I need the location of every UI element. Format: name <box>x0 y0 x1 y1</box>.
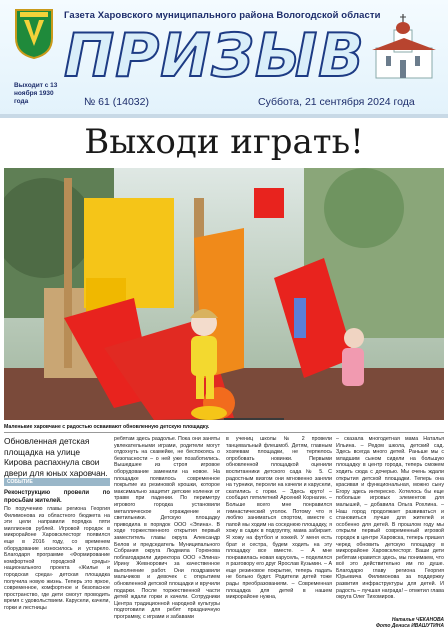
issue-number: № 61 (14032) <box>84 96 149 108</box>
masthead <box>0 0 448 118</box>
caption-divider <box>4 432 444 433</box>
article-byline <box>336 617 444 629</box>
newspaper-title: ПРИЗЫВ <box>64 21 365 91</box>
article-column-1: По поручению главы региона Георгия Филимонова из областного бюджета на эти цели направили порядка пяти миллионов рублей. Игровой городок в микрорайоне Харовсклесторг появился еще в 2016 году, со временем оборудование износилось и устарело. Благодаря программе «Формирование комфортной городской среды» национального проекта «Жилье и городская среда» детская площадка получила новую жизнь. Теперь это яркое, современное, комфортное и безопасное пространство, где дети смогут проводить время с удовольствием. Карусели, качели, горки и лестницы <box>4 506 110 611</box>
author-name: Наталья ЧЕКАНОВА <box>391 617 444 623</box>
issue-date: Суббота, 21 сентября 2024 года <box>258 96 415 108</box>
since-label: Выходит с 13 ноября 1930 года <box>14 82 58 105</box>
photo-credit: Фото Дениса ИВАШУТИНА <box>376 623 444 629</box>
newspaper-subtitle: Газета Харовского муниципального района Вологодской области <box>64 10 381 21</box>
coat-of-arms-icon <box>14 8 54 60</box>
article-column-4: – сказала многодетная мама Наталья Ильина. – Редом школа, детский сад. Здесь всегда много детей. Раньше мы с младшим сыном сидели на большую площадку в центр города, теперь сможем ходить сюда с дочерью. Мы очень ждали открытия детской площадки. Теперь она красивая и функциональная, можно сыну Егору здесь интересно. Хотелось бы еще побольше игровых элементов для малышей, – добавила Ольга Рохлина. – Наш город продолжает развиваться и становиться лучше для жителей и особенно для детей. В прошлом году мы открыли первый современный игровой городок в центре Харовска, теперь пришел черед обновить детскую площадку в микрорайоне Харовсклесторг. Ваши дети ребятам нравится здесь, мы понимаем, что всё это действительно им по душе. Благодарю главу региона Георгия Юрьевича Филимонова за поддержку развития инфраструктуры для детей. И радость – лучшая награда! – отметил глава округа Олег Тихомиров. <box>336 436 444 601</box>
article-lead: Обновленная детская площадка на улице Кирова распахнула свои двери для юных харовчан. <box>4 436 108 478</box>
article-column-2: ребятам здесь раздолье. Пока они заняты увлекательными играми, родители могут отдохнуть на скамейке, не беспокоясь о безопасности – о ней уже позаботились. Вышедшее из строя игровое оборудование заменили на новое. На площадке появилось современное покрытие из резиновой крошки, которое максимально защитит детские коленки от травм при падении. По периметру игрового городка установили металлическое ограждение и светильники. Детскую площадку приводила в порядок ООО «Элина». В ходе торжественного открытия первый заместитель главы округа Александр Белов и председатель Муниципального Собрания округа Людмила Горюнова поблагодарили директора ООО «Элина» Ирину Жевнорович за качественное выполнение работ. Они поздравили мальчиков и девочек с открытием обновленной детской площадки и вручили подарки. После торжественной части детей ждали горки и качели. Сотрудники Центра традиционной народной культуры подготовили для ребят праздничную программу, с играми и забавами <box>114 436 220 621</box>
playground-photo <box>4 168 444 420</box>
masthead-divider <box>0 114 448 118</box>
photo-caption: Маленькие харовчане с радостью осваивают обновленную детскую площадку. <box>4 424 210 430</box>
article-column-3: в учениц школы № 2 провели танцевальный флешмоб. Детям, главным хозяевам площадки, не терпелось опробовать новинки. Первыми обновленной площадкой оценили воспитанники детского сада № 5. С радостным визгом они мгновенно заняли на турники, персели на качели и карусели, скатились с горки. – Здесь круто! – сообщил пятилетний Арсений Корнагин. – Больше всего мне понравился гимнастический уголок. Потому что я люблю заниматься спортом, вместе с папой мы ходим на соседнюю площадку, я хожу в садик в подгруппу, мама забирает. Я хожу на футбол и хоккей. У меня есть брат и сестра, будем ходить на эту площадку все вместе. – А мне понравилась новая карусель, – поделился я разговору его друг Ярослав Кузьмин. – А еще резиновое покрытие, теперь падать не больно будет. Родители детей тоже рады преобразованиям. – Современная площадка для детей в нашем микрорайоне нужна, <box>226 436 332 601</box>
section-tag: СОБЫТИЕ <box>4 478 110 486</box>
church-icon <box>366 12 440 86</box>
article-subhead: Реконструкцию провели по просьбам жителей. <box>4 490 110 504</box>
article-headline: Выходи играть! <box>84 122 364 162</box>
